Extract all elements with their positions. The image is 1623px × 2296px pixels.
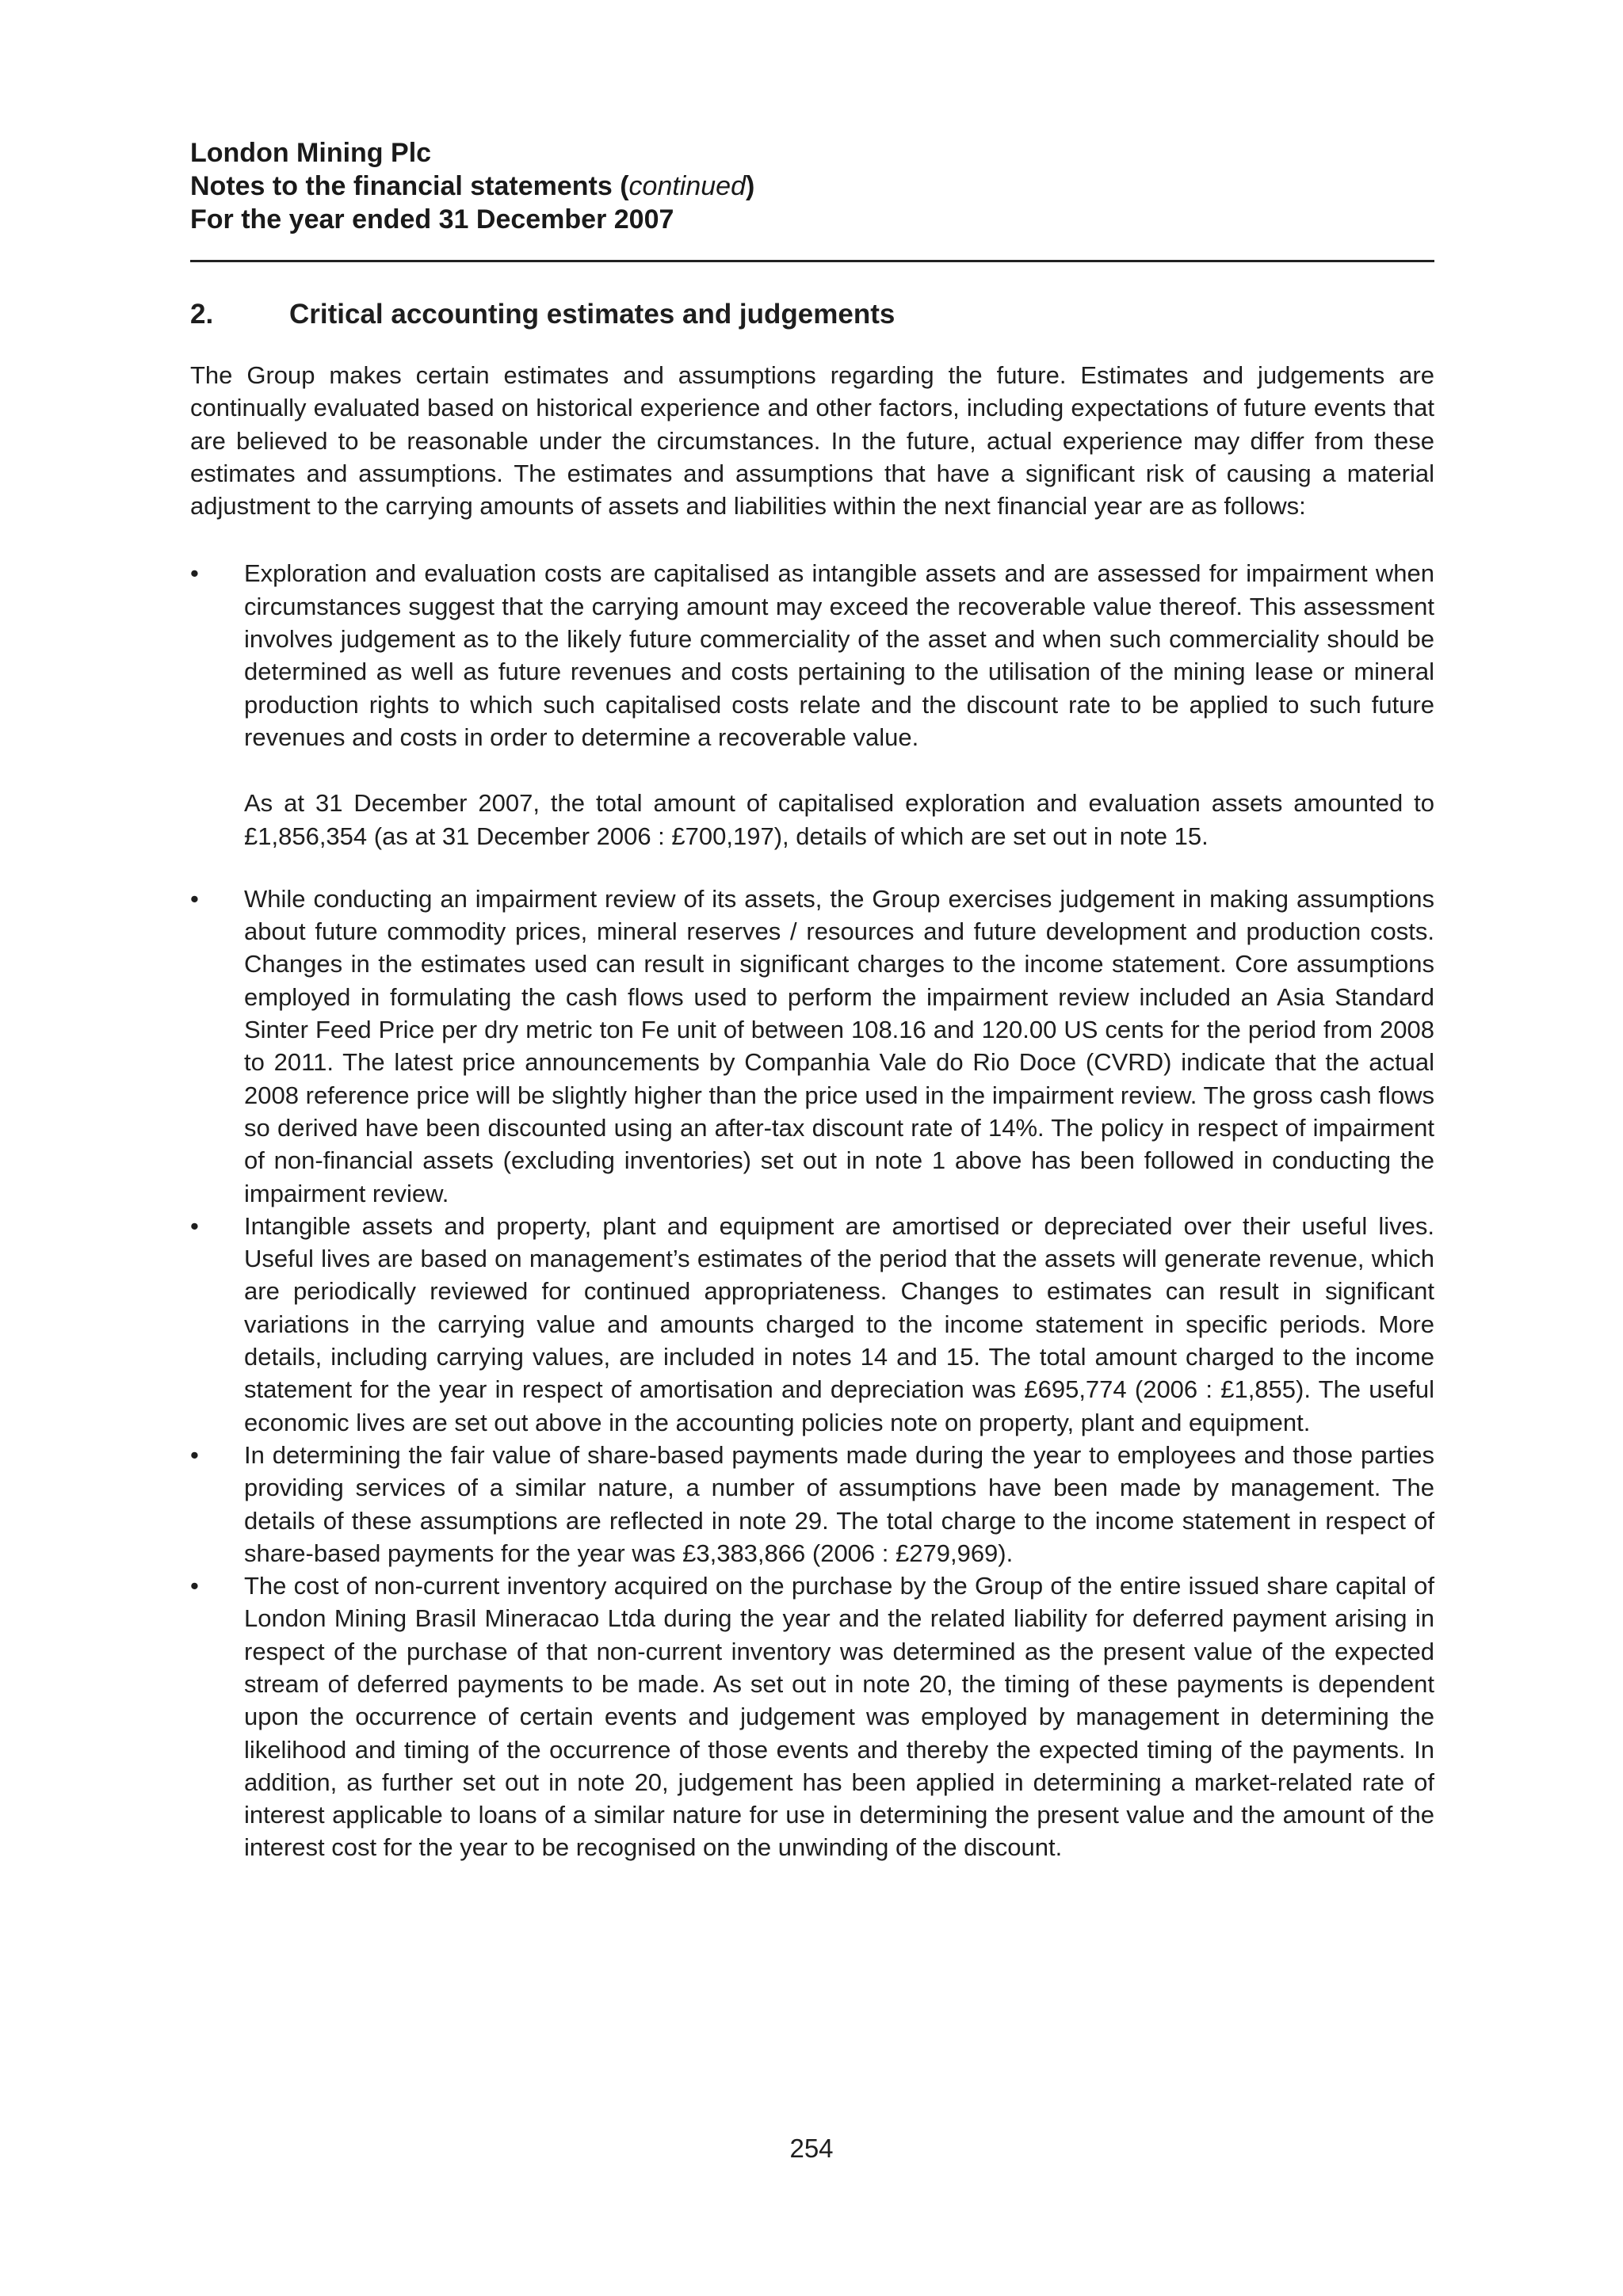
header-divider bbox=[190, 260, 1434, 262]
list-item bbox=[190, 557, 1434, 852]
bullet-icon: • bbox=[190, 1572, 199, 1600]
list-item-body bbox=[244, 883, 1434, 1210]
period-line: For the year ended 31 December 2007 bbox=[190, 204, 674, 235]
list-item-body bbox=[244, 1210, 1434, 1439]
list-item-text: The cost of non-current inventory acquired on the purchase by the Group of the entire issued share capital of London Mining Brasil Mineracao Ltda during the year and the related liability for deferred payment arising in respect of the purchase of that non-current inventory was determined as the present value of the expected stream of deferred payments to be made. As set out in note 20, the timing of these payments is dependent upon the occurrence of certain events and judgement was employed by management in determining the likelihood and timing of the occurrence of those events and thereby the expected timing of the payments. In addition, as further set out in note 20, judgement has been applied in determining a market-related rate of interest applicable to loans of a similar nature for use in determining the present value and the amount of the interest cost for the year to be recognised on the unwinding of the discount. bbox=[244, 1572, 1434, 1862]
section-number: 2. bbox=[190, 299, 214, 330]
page-number: 254 bbox=[789, 2134, 834, 2163]
list-item-body bbox=[244, 1439, 1434, 1569]
notes-title-close: ) bbox=[746, 171, 755, 201]
list-item bbox=[190, 883, 1434, 1210]
list-item bbox=[190, 1569, 1434, 1864]
bullet-icon: • bbox=[190, 1211, 199, 1240]
document-page bbox=[190, 136, 1434, 1864]
bullet-icon: • bbox=[190, 884, 199, 913]
list-item-subparagraph: As at 31 December 2007, the total amount of capitalised exploration and evaluation assets amounted to £1,856,354 (as at 31 December 2006 : £700,197), details of which are set out in note 15. bbox=[244, 789, 1434, 850]
section-heading bbox=[190, 297, 1434, 332]
list-item bbox=[190, 1439, 1434, 1569]
list-item-text: Intangible assets and property, plant and equipment are amortised or depreciated over their useful lives. Useful lives are based on management’s estimates of the period that the assets will generate revenue, which are periodically reviewed for continued appropriateness. Changes to estimates can result in significant variations in the carrying value and amounts charged to the income statement in specific periods. More details, including carrying values, are included in notes 14 and 15. The total amount charged to the income statement for the year in respect of amortisation and depreciation was £695,774 (2006 : £1,855). The useful economic lives are set out above in the accounting policies note on property, plant and equipment. bbox=[244, 1211, 1434, 1436]
notes-title bbox=[190, 170, 1434, 203]
section-title: Critical accounting estimates and judgements bbox=[289, 299, 896, 330]
bullet-icon: • bbox=[190, 1440, 199, 1469]
list-item-text: While conducting an impairment review of its assets, the Group exercises judgement in making assumptions about future commodity prices, mineral reserves / resources and future development and production costs. Changes in the estimates used can result in significant charges to the income statement. Core assumptions employed in formulating the cash flows used to perform the impairment review included an Asia Standard Sinter Feed Price per dry metric ton Fe unit of between 108.16 and 120.00 US cents for the period from 2008 to 2011. The latest price announcements by Companhia Vale do Rio Doce (CVRD) indicate that the actual 2008 reference price will be slightly higher than the price used in the impairment review. The gross cash flows so derived have been discounted using an after-tax discount rate of 14%. The policy in respect of impairment of non-financial assets (excluding inventories) set out in note 1 above has been followed in conducting the impairment review. bbox=[244, 884, 1434, 1207]
bullet-list bbox=[190, 557, 1434, 1863]
company-name: London Mining Plc bbox=[190, 138, 432, 168]
list-item bbox=[190, 1210, 1434, 1439]
notes-title-text: Notes to the financial statements ( bbox=[190, 171, 629, 201]
list-item-text: Exploration and evaluation costs are capitalised as intangible assets and are assessed for impairment when circumstances suggest that the carrying amount may exceed the recoverable value thereof. This assessment involves judgement as to the likely future commerciality of the asset and when such commerciality should be determined as well as future revenues and costs pertaining to the utilisation of the mining lease or mineral production rights to which such capitalised costs relate and the discount rate to be applied to such future revenues and costs in order to determine a recoverable value. bbox=[244, 559, 1434, 751]
notes-continued: continued bbox=[628, 171, 747, 201]
intro-paragraph: The Group makes certain estimates and assumptions regarding the future. Estimates and judgements are continually evaluated based on historical experience and other factors, including expectations of future events that are believed to be reasonable under the circumstances. In the future, actual experience may differ from these estimates and assumptions. The estimates and assumptions that have a significant risk of causing a material adjustment to the carrying amounts of assets and liabilities within the next financial year are as follows: bbox=[190, 361, 1434, 521]
bullet-icon: • bbox=[190, 559, 199, 588]
list-item-text: In determining the fair value of share-based payments made during the year to employees and those parties providing services of a similar nature, a number of assumptions have been made by management. The details of these assumptions are reflected in note 29. The total charge to the income statement in respect of share-based payments for the year was £3,383,866 (2006 : £279,969). bbox=[244, 1440, 1434, 1567]
list-item-body bbox=[244, 557, 1434, 852]
list-item-body bbox=[244, 1569, 1434, 1864]
